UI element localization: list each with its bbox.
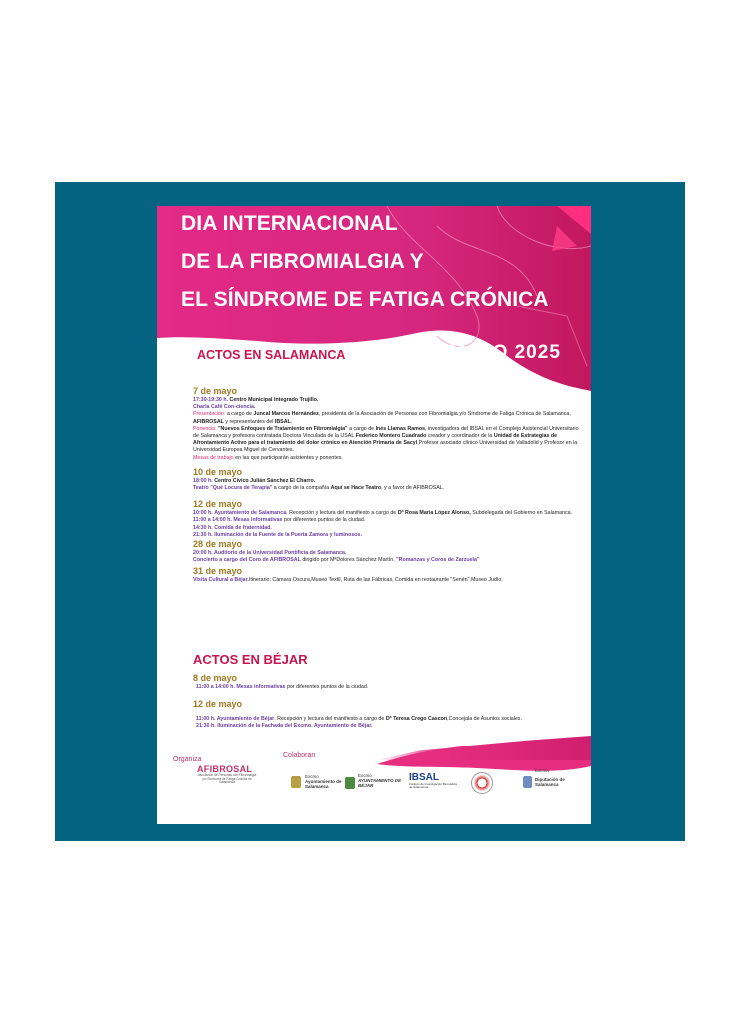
event-time: 18:00 h. (193, 477, 213, 484)
day-heading: 7 de mayo (193, 386, 238, 396)
section-heading-bejar: ACTOS EN BÉJAR (193, 652, 308, 667)
ibsal-logo (409, 772, 459, 790)
event-line (193, 577, 583, 584)
event-line: 21:30 h. Iluminación de la Fachada del Excmo. Ayuntamiento de Béjar. (196, 723, 373, 730)
event-place: Ayuntamiento de Salamanca (214, 510, 287, 517)
event-text: Subdelegada del Gobierno en Salamanca. (472, 510, 573, 517)
event-label: Ponencia: (193, 425, 217, 432)
event-line: Presentación: a cargo de Juncal Marcos Hernández, presidenta de la Asociación de Personas con Fibromialgia y/o Síndrome de Fatiga Crónica de Salamanca, AFIBROSAL y representantes del IBSAL. (193, 411, 571, 425)
event-line: 14:30 h. Comida de fraternidad. (193, 524, 272, 531)
event-line: 21:30 h. Iluminación de la Fuente de la Puerta Zamora y luminosos. (193, 531, 362, 538)
diputacion-name: Diputación de Salamanca (535, 777, 565, 787)
event-text: y representantes del (225, 418, 274, 425)
event-text: ,Profesor asociado clínico Universidad de Valladolid y Profesor en la Universidad Europea Miguel de Cervantes. (193, 440, 578, 454)
event-line (193, 455, 583, 462)
ayto-salamanca-logo (305, 774, 347, 789)
afibrosal-logo-text: AFIBROSAL (197, 764, 253, 774)
event-time: 17:30-19:30 h. (193, 397, 229, 403)
event-line (193, 510, 583, 517)
event-label: Presentación: (193, 411, 226, 418)
event-title: "Romanzas y Coros de Zarzuela" (396, 557, 480, 564)
ayto-bejar-excmo: Excmo (358, 773, 372, 778)
event-place: Centro Cívico Julián Sánchez El Charro. (214, 477, 316, 484)
event-time: 11:00 a 14:00 h. Mesas informativas (196, 684, 286, 690)
person-name: Dª Teresa Crego Cascon (385, 716, 448, 723)
person-name: Inés Llamas Ramos (375, 425, 426, 432)
day-heading: 8 de mayo (193, 673, 238, 683)
event-time: 11:00 h. Ayuntamiento de Béjar (196, 716, 275, 723)
event-time: 10:00 h. (193, 510, 213, 517)
banner-date: 12 DE MAYO 2025 (385, 342, 561, 363)
unit-name: Unidad de Estrategias de Afrontamiento Activo para el tratamiento del dolor crónico en Atención Primaria de Sacyl (193, 433, 558, 447)
day-heading: 28 de mayo (193, 539, 243, 550)
day-heading: 12 de mayo (193, 499, 243, 510)
crest-icon (345, 777, 355, 789)
event-line (193, 716, 583, 723)
ayto-bejar-name: AYUNTAMIENTO DE BÉJAR (358, 778, 402, 788)
afibrosal-logo-caption: Asociación de Personas con Fibromialgia y/o Síndrome de Fatiga Crónica de Salamanca (197, 773, 257, 785)
org-name: IBSAL (274, 418, 291, 425)
event-line (193, 684, 583, 691)
event-text: . Recepción y lectura del manifiesto a cargo de (274, 716, 385, 723)
event-text: a cargo de la compañía (273, 485, 330, 492)
event-line: 20:00 h. Auditorio de la Universidad Pontificia de Salamanca. (193, 550, 347, 557)
event-text: a cargo de (349, 425, 375, 432)
event-line (193, 397, 583, 404)
section-heading-salamanca: ACTOS EN SALAMANCA (197, 348, 346, 362)
ayto-salamanca-excmo: Excmo (305, 774, 319, 779)
bejar-events (193, 670, 583, 731)
person-name: Federico Montero Cuadrado (355, 433, 427, 440)
event-text: ,Concejala de Asuntos sociales. (447, 716, 522, 723)
event-text: creador y coordinador de la (427, 433, 493, 440)
event-text: , investigadora del IBSAL en el Complejo Asistencial Universitario de Salamanca y profesora contratada Doctora Vinculada de la USAL. (193, 425, 579, 440)
day-heading: 12 de mayo (193, 699, 243, 710)
seal-icon (471, 772, 493, 794)
event-text: a cargo de (226, 411, 252, 418)
event-label: Concierto a cargo del Coro de AFIBROSAL (193, 557, 301, 564)
event-title: Charla Café Con-ciencia. (193, 404, 256, 411)
day-heading: 31 de mayo (193, 566, 243, 577)
event-label: Visita Cultural a Béjar. (193, 577, 249, 584)
ibsal-logo-caption: Instituto de Investigación Biomédica de Salamanca (409, 782, 457, 790)
ayto-salamanca-name: Ayuntamiento de Salamanca (305, 779, 342, 789)
title-line-1: DIA INTERNACIONAL (181, 212, 398, 235)
event-line (193, 478, 583, 485)
person-name: Dª Rosa María López Alonso, (397, 510, 471, 517)
event-text: . Recepción y lectura del manifiesto a cargo de (286, 510, 397, 517)
salamanca-events (193, 383, 583, 585)
event-time: 11:00 a 14:00 h. Mesas informativas (193, 517, 283, 524)
diputacion-excma: Excma (535, 768, 549, 773)
event-text: Itinerario: Cámara Oscura,Museo Textil, Ruta de las Fábricas, Comida en restaurante "Senén",Museo Judío. (248, 577, 503, 584)
person-name: Juncal Marcos Hernández (253, 411, 319, 418)
event-text: por diferentes puntos de la ciudad. (284, 517, 366, 524)
afibrosal-logo (197, 764, 257, 785)
talk-title: "Nuevos Enfoques de Tratamiento en Fibromialgia" (218, 425, 348, 432)
company-name: Aquí se Hace Teatro (330, 485, 382, 492)
event-text: por diferentes puntos de la ciudad. (287, 684, 369, 690)
event-line (193, 517, 583, 524)
event-label: Teatro "Qué Locura de Terapia" (193, 485, 273, 492)
event-line (193, 426, 583, 455)
title-line-2: DE LA FIBROMIALGIA Y (181, 250, 424, 273)
poster (157, 206, 591, 824)
title-line-3: EL SÍNDROME DE FATIGA CRÓNICA (181, 288, 549, 311)
org-name: AFIBROSAL (193, 418, 224, 425)
event-text: en las que participarán asistentes y ponentes. (235, 454, 343, 461)
organiza-label: Organiza (173, 756, 202, 763)
crest-icon (523, 776, 532, 788)
ibsal-logo-text: IBSAL (409, 772, 439, 783)
event-line (193, 485, 583, 492)
ayto-bejar-logo (358, 773, 402, 788)
event-label: Mesas de trabajo (193, 454, 234, 461)
event-line (193, 557, 583, 564)
crest-icon (291, 776, 301, 788)
event-place: Centro Municipal Integrado Trujillo. (229, 397, 319, 403)
event-text: dirigido por MªDolores Sánchez Martín. (302, 557, 395, 564)
day-heading: 10 de mayo (193, 466, 243, 477)
event-text: , presidenta de la Asociación de Personas con Fibromialgia y/o Síndrome de Fatiga Crónica de Salamanca, (318, 411, 571, 418)
colaboran-label: Colaboran (283, 752, 316, 759)
diputacion-logo (535, 768, 575, 787)
event-text: , y a favor de AFIBROSAL. (381, 485, 445, 492)
